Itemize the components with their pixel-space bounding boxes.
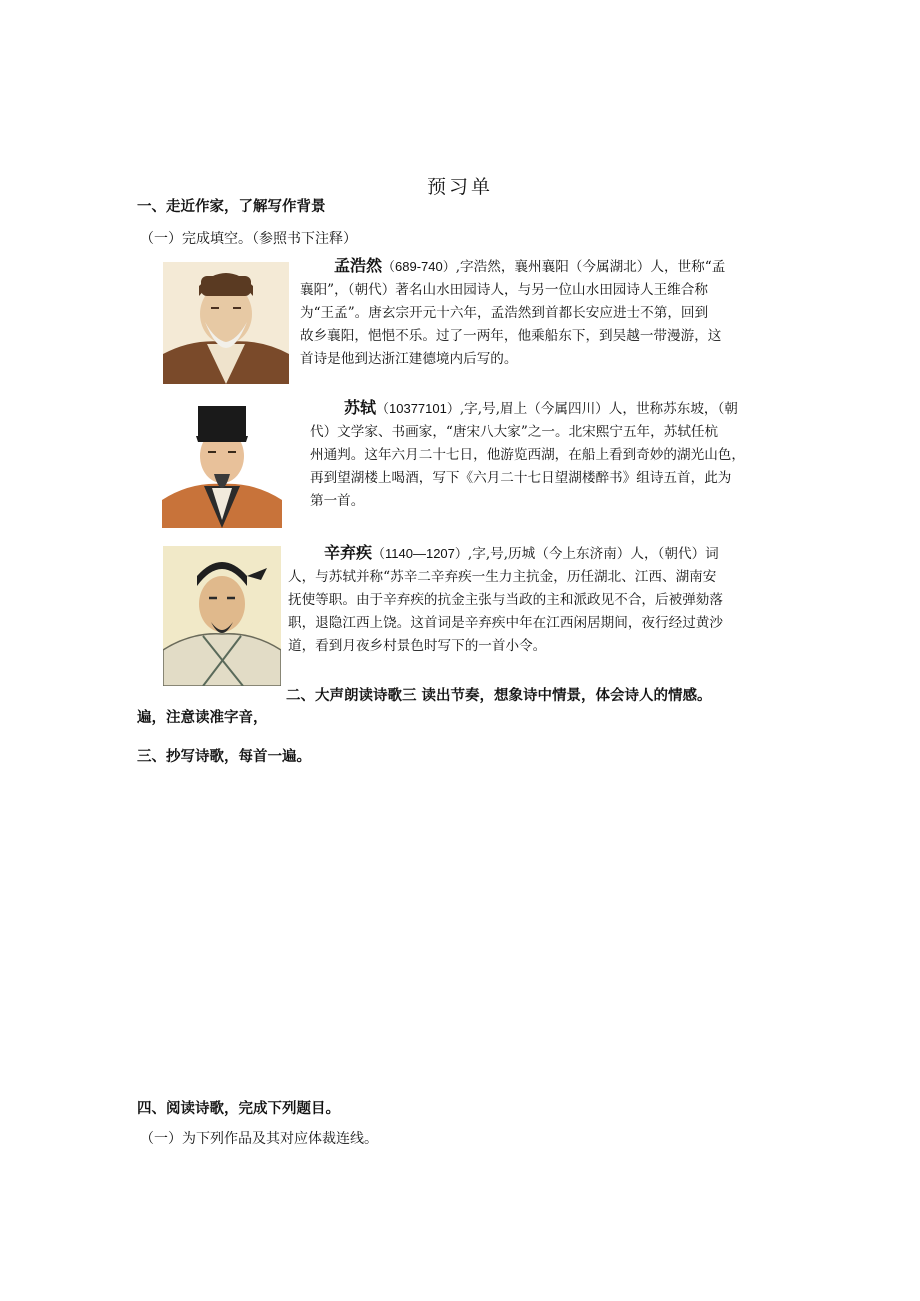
author-name: 孟浩然: [334, 256, 383, 275]
section-1-heading: 一、走近作家，了解写作背景: [137, 199, 326, 215]
section-1-subheading: （一）完成填空。（参照书下注释）: [140, 231, 357, 247]
bio-line: 代）文学家、书画家，“唐宋八大家”之一。北宋熙宁五年，苏轼任杭: [310, 424, 719, 440]
bio-line: 抚使等职。由于辛弃疾的抗金主张与当政的主和派政见不合，后被弹劾落: [288, 592, 723, 608]
page-title: 预习单: [426, 176, 493, 198]
author-bio-su-shi: [310, 396, 745, 513]
bio-line: 州通判。这年六月二十七日，他游览西湖，在船上看到奇妙的湖光山色，: [310, 447, 745, 463]
bio-line: 人，与苏轼并称“苏辛二辛弃疾一生力主抗金，历任湖北、江西、湖南安: [288, 569, 717, 585]
bio-line: ,字浩然，襄州襄阳（今属湖北）人，世称“孟: [455, 259, 726, 275]
bio-line: 首诗是他到达浙江建德境内后写的。: [300, 351, 518, 367]
bio-line: 第一首。: [310, 493, 365, 509]
portrait-xin-qiji-icon: [163, 546, 281, 686]
section-4-subheading: （一）为下列作品及其对应体裁连线。: [140, 1131, 378, 1147]
author-name: 苏轼: [344, 398, 377, 417]
bio-line: 襄阳”，（朝代）著名山水田园诗人，与另一位山水田园诗人王维合称: [300, 282, 708, 298]
author-name: 辛弃疾: [324, 543, 373, 562]
author-years: （689-740）: [382, 259, 456, 274]
bio-line: 为“王孟”。唐玄宗开元十六年，孟浩然到首都长安应进士不第，回到: [300, 305, 709, 321]
bio-line: 再到望湖楼上喝酒，写下《六月二十七日望湖楼醉书》组诗五首，此为: [310, 470, 732, 486]
author-years: （10377101）: [376, 401, 460, 416]
bio-line: ,字,号,眉上（今属四川）人，世称苏东坡，（朝: [459, 401, 738, 417]
author-years: （1140—1207）: [372, 546, 468, 561]
bio-line: 职，退隐江西上饶。这首词是辛弃疾中年在江西闲居期间，夜行经过黄沙: [288, 615, 723, 631]
bio-line: 故乡襄阳，悒悒不乐。过了一两年，他乘船东下，到吴越一带漫游，这: [300, 328, 722, 344]
section-2-heading-continued: 遍，注意读准字音，: [137, 710, 268, 726]
bio-line: 道，看到月夜乡村景色时写下的一首小令。: [288, 638, 547, 654]
section-3-heading: 三、抄写诗歌，每首一遍。: [137, 749, 311, 765]
portrait-meng-haoran-icon: [163, 262, 289, 384]
bio-line: ,字,号,历城（今上东济南）人，（朝代）词: [467, 546, 719, 562]
portrait-su-shi-icon: [162, 402, 282, 528]
section-4-heading: 四、阅读诗歌，完成下列题目。: [137, 1101, 340, 1117]
section-2-heading: 二、大声朗读诗歌三 读出节奏，想象诗中情景，体会诗人的情感。: [286, 688, 712, 704]
author-bio-meng-haoran: [300, 254, 725, 371]
author-bio-xin-qiji: [288, 541, 723, 658]
